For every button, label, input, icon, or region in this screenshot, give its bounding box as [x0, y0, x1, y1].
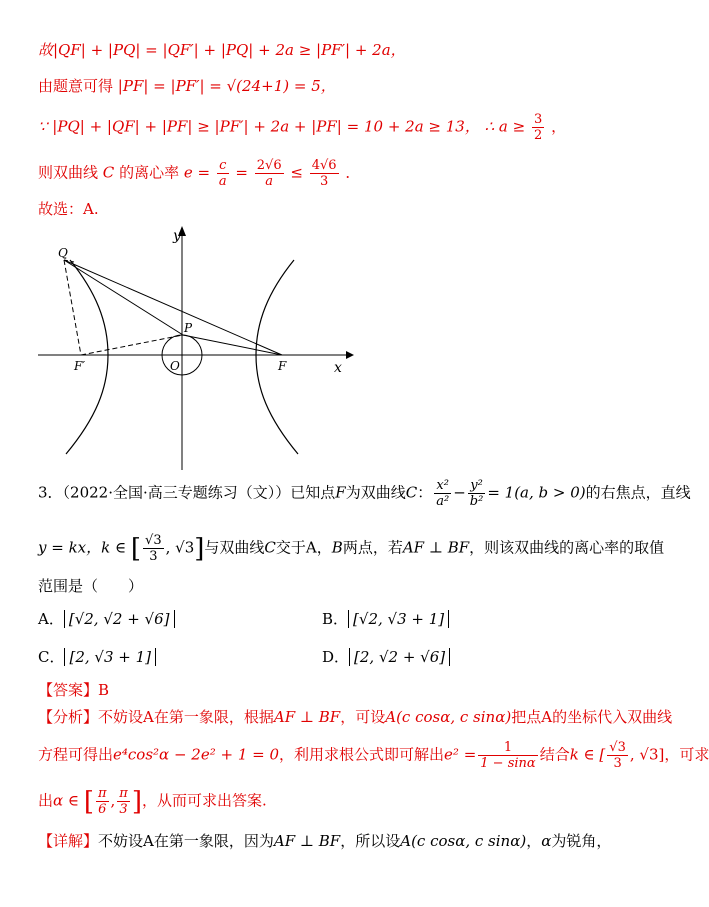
fraction-4sqrt6-over-3: $\frac{4√6}{3}$ — [311, 158, 337, 189]
bracket-left: [ — [130, 533, 142, 564]
fraction-sqrt3-over-3: $\frac{√3}{3}$ — [145, 533, 162, 564]
label-F: F — [278, 359, 287, 373]
label-y: y — [173, 228, 181, 244]
detail-line: 【详解】不妨设A在第一象限，因为AF ⊥ BF，所以设A(c cosα, c sinα)，α为锐角， — [38, 832, 612, 850]
option-A[interactable]: A． [√2, √2 + √6] — [38, 608, 175, 629]
bracket-right: ] — [194, 533, 205, 564]
segment-FprimeP-dashed — [81, 335, 183, 355]
analysis-line-2: 方程可得出e⁴cos²α − 2e² + 1 = 0，利用求根公式即可解出e² = $\frac{1}{1 - \sin\alpha}$ 结合k ∈ [ $\frac{√3}{3}$ , √3]，可求 — [38, 740, 709, 771]
problem-line-1: 3．（2022·全国·高三专题练习（文））已知点F为双曲线C： $\frac{\text{x²}}{\text{a²}}$ − $\frac{\text{y²}}{\text{b²}}$ = 1(a, b > 0)的右焦点，直线 — [38, 478, 691, 509]
analysis-line-1: 【分析】不妨设A在第一象限，根据AF ⊥ BF，可设A(c cosα, c sinα)把点A的坐标代入双曲线 — [38, 708, 673, 726]
option-C[interactable]: C． [2, √3 + 1] — [38, 646, 156, 667]
hyperbola-left-branch — [66, 260, 108, 454]
fraction-pi-over-3: $\frac{\pi}{3}$ — [119, 786, 128, 817]
fraction-2sqrt6-over-a: $\frac{2√6}{a}$ — [256, 158, 282, 189]
fraction-c-over-a: $\frac{c}{a}$ — [218, 158, 227, 189]
option-D[interactable]: D． [2, √2 + √6] — [322, 646, 450, 667]
solution-line-2: 由题意可得 |PF| = |PF′| = √(24+1) = 5， — [38, 77, 336, 95]
solution-line-5: 故选：A. — [38, 200, 99, 218]
bracket-right-alpha: ] — [131, 786, 142, 817]
solution-line-4: 则双曲线 C 的离心率 e = $\frac{c}{a}$ = $\frac{2√6}{a}$ ≤ $\frac{4√6}{3}$ ． — [38, 158, 361, 189]
fraction-sqrt3-over-3-b: $\frac{√3}{3}$ — [609, 740, 626, 771]
label-O: O — [170, 359, 180, 373]
fraction-1-over-1-minus-sin: $\frac{1}{1 - \sin\alpha}$ — [480, 740, 536, 771]
segment-PF — [183, 335, 282, 355]
x-axis-arrow-icon — [346, 351, 354, 359]
analysis-line-3: 出α ∈ [ $\frac{\pi}{6}$ , $\frac{\pi}{3}$ ]，从而可求出答案. — [38, 786, 267, 817]
bracket-left-alpha: [ — [83, 786, 94, 817]
segment-QP — [64, 260, 183, 335]
hyperbola-right-branch — [256, 260, 298, 454]
fraction-y2-over-b2: $\frac{\text{y²}}{\text{b²}}$ — [469, 478, 484, 509]
segment-QF — [64, 260, 282, 355]
solution-line-1: 故|QF| + |PQ| = |QF′| + |PQ| + 2a ≥ |PF′| + 2a， — [38, 41, 406, 59]
answer-line: 【答案】B — [38, 681, 110, 699]
fraction-x2-over-a2: $\frac{\text{x²}}{\text{a²}}$ — [436, 478, 450, 509]
label-Q: Q — [58, 246, 68, 260]
solution-line-3: ∵ |PQ| + |QF| + |PF| ≥ |PF′| + 2a + |PF| = 10 + 2a ≥ 13， ∴ a ≥ $\frac{3}{2}$ ， — [38, 112, 567, 143]
label-P: P — [184, 321, 193, 335]
segment-QFprime-dashed — [64, 260, 81, 355]
option-B[interactable]: B． [√2, √3 + 1] — [322, 608, 449, 629]
fraction-pi-over-6: $\frac{\pi}{6}$ — [97, 786, 107, 817]
label-x: x — [334, 360, 342, 376]
problem-line-3: 范围是（ ） — [38, 577, 144, 595]
problem-line-2: y = kx，k ∈ [ $\frac{√3}{3}$ , √3]与双曲线C交于A，B两点，若AF ⊥ BF，则该双曲线的离心率的取值 — [38, 533, 665, 564]
label-Fprime: F′ — [74, 359, 86, 373]
hyperbola-figure — [34, 222, 354, 472]
fraction-three-halves: $\frac{3}{2}$ — [534, 112, 543, 143]
